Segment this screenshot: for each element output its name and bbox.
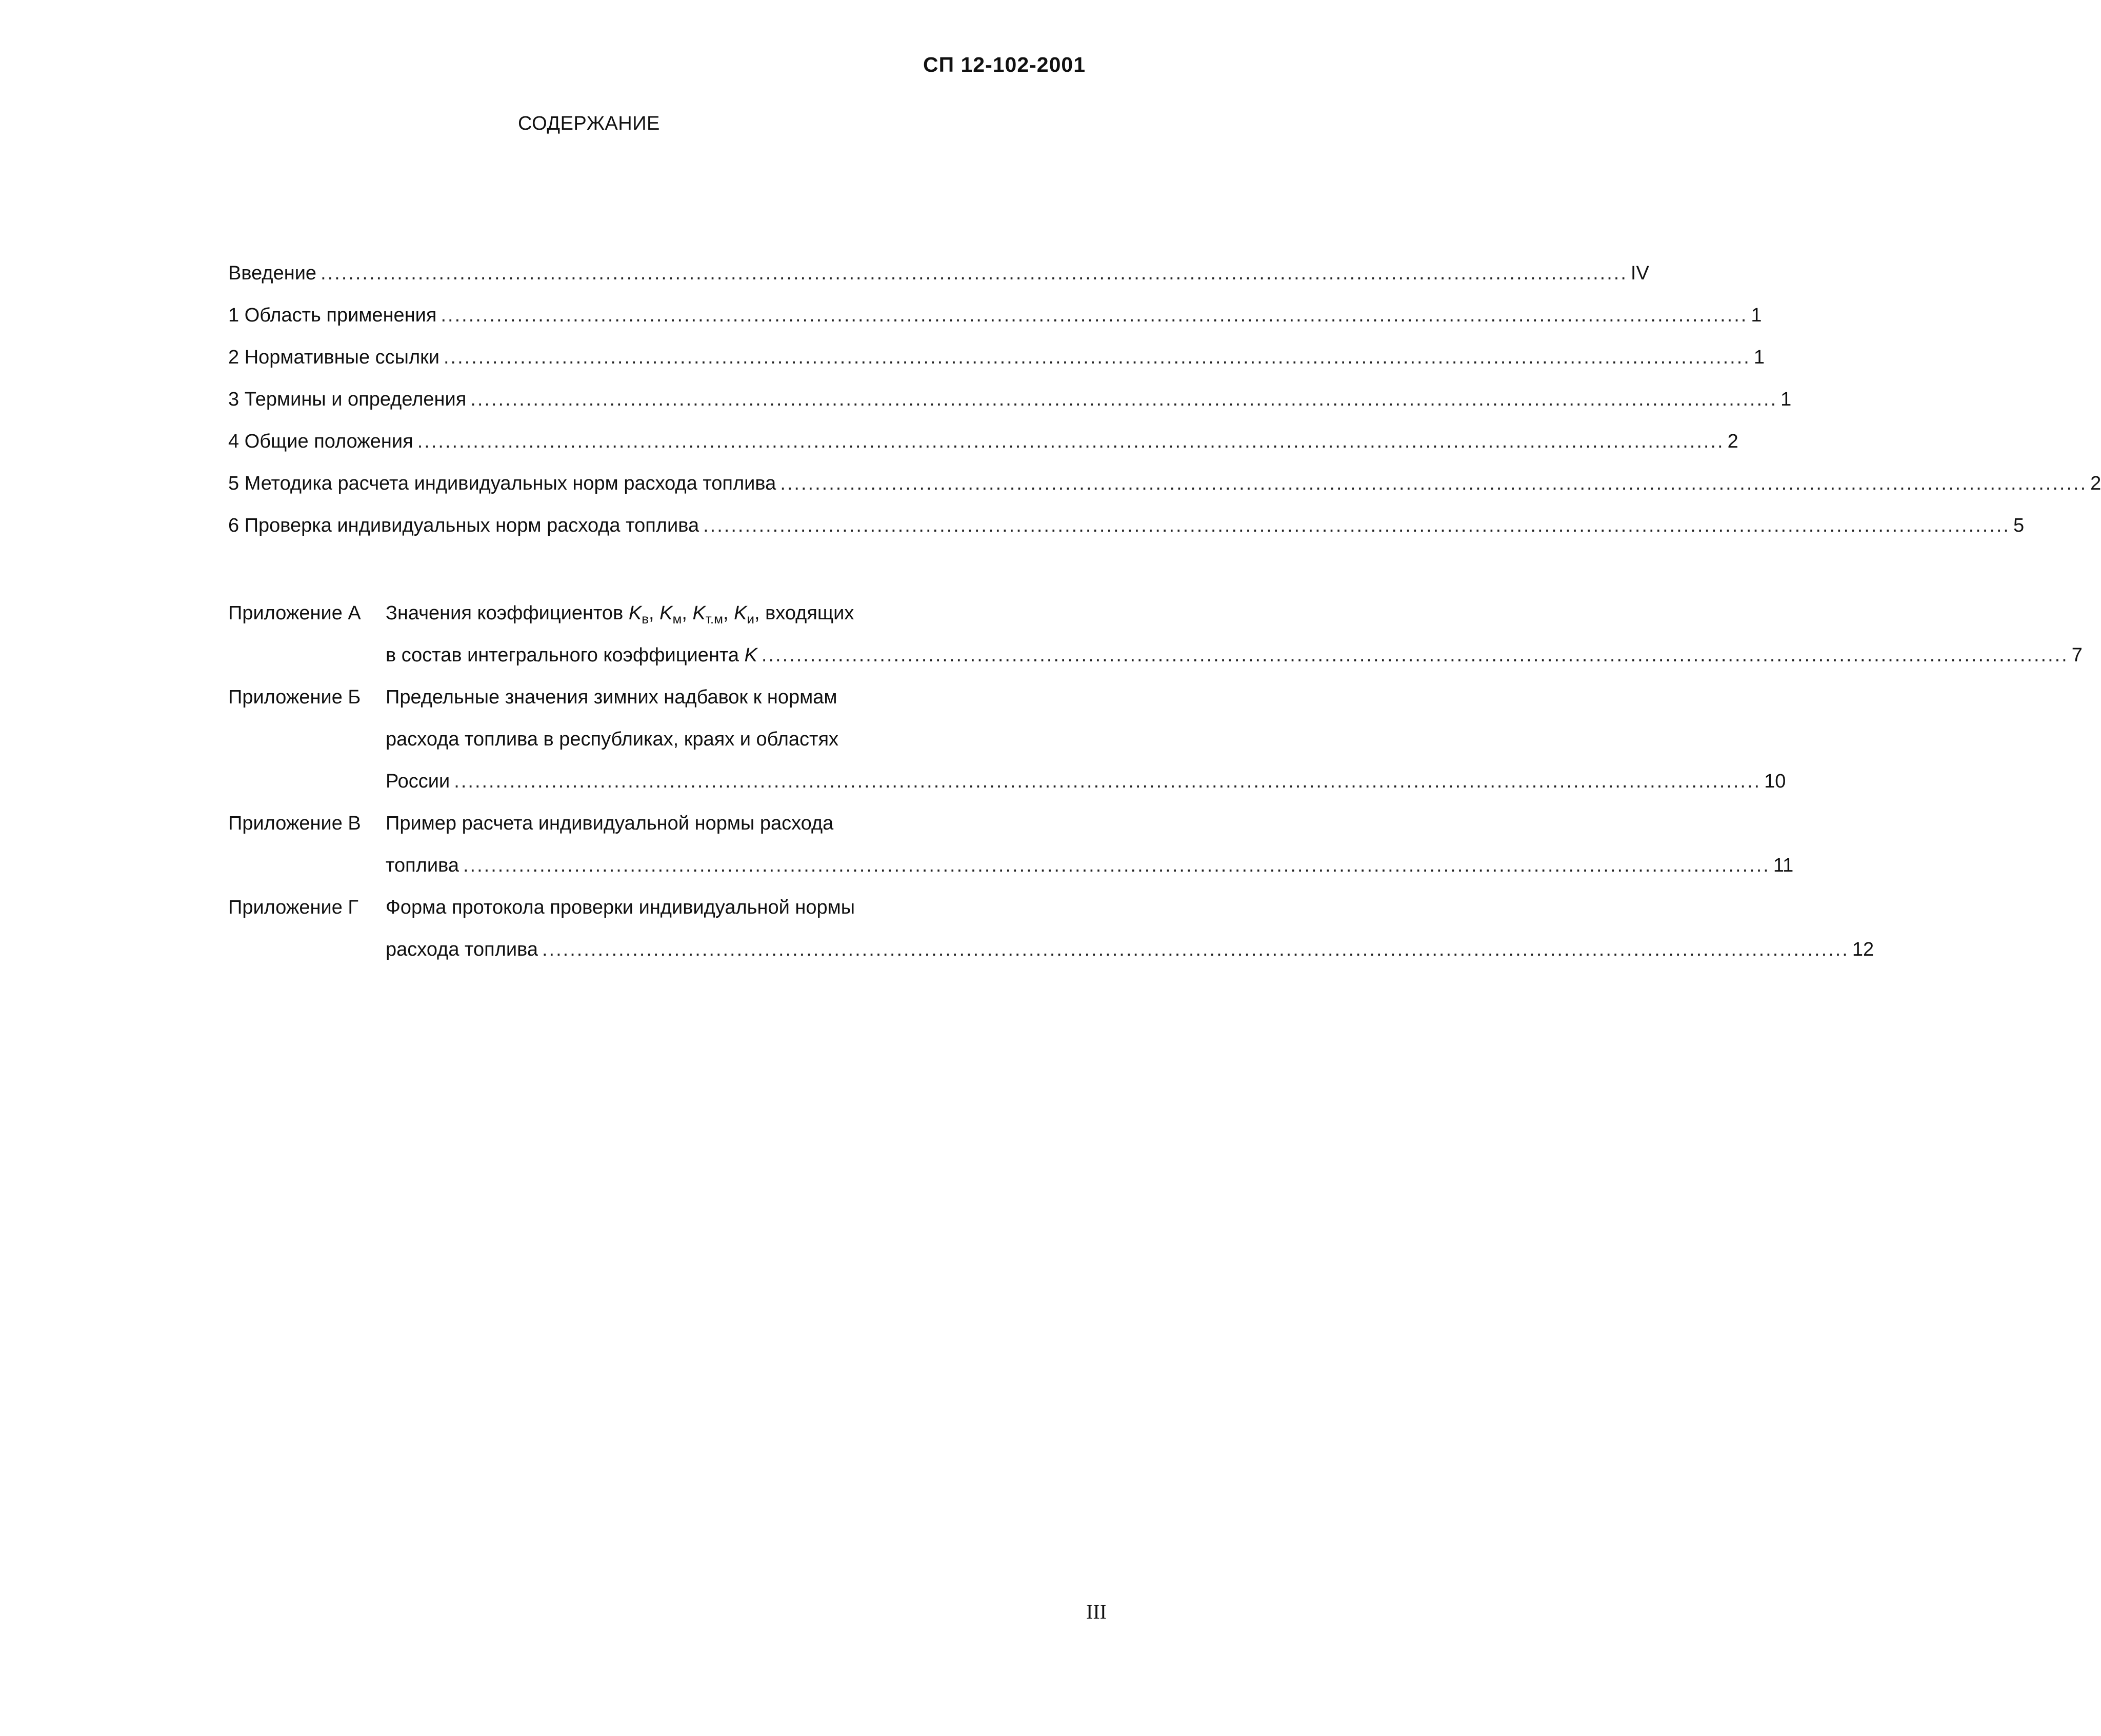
toc-entry-method[interactable] [228,473,2101,515]
toc-entry-terms[interactable] [228,389,1792,431]
dot-leader: ............................................................................................................................................................................................ [463,855,1770,876]
coefficient-k-tm: $K_{т.м}$ [692,602,723,627]
appendix-title-text: в состав интегрального коэффициента K [386,644,757,666]
dot-leader: ............................................................................................................................................................................................ [443,347,1751,368]
appendix-title-line: расхода топлива в республиках, краях и областях [386,729,839,750]
appendix-name: Приложение В [228,813,361,834]
toc-entry-page: IV [1630,263,1649,284]
dot-leader: ............................................................................................................................................................................................ [780,473,2088,494]
toc-entry-scope[interactable] [228,305,1762,347]
page-title: СОДЕРЖАНИЕ [518,113,660,134]
appendix-title-line: Форма протокола проверки индивидуальной нормы [386,897,855,918]
toc-entry-label: 1 Область применения [228,305,437,326]
toc-entry-page: 2 [1727,431,1738,452]
dot-leader: ............................................................................................................................................................................................ [321,263,1628,284]
dot-leader: ............................................................................................................................................................................................ [761,644,2069,666]
appendix-page: 7 [2071,644,2083,666]
appendix-title-line [386,939,1874,981]
appendix-title-line [386,644,2083,687]
toc-entry-page: 5 [2013,515,2025,536]
toc-entry-verification[interactable] [228,515,2025,557]
appendix-title [386,897,1874,981]
appendix-page: 11 [1773,855,1794,876]
toc-entry-label: 3 Термины и определения [228,389,467,410]
toc-entry-page: 1 [1753,347,1765,368]
appendix-title-line: Значения коэффициентов $K_в$, $K_м$, $K_{т.м}$, $K_и$, входящих [386,602,854,627]
dot-leader: ............................................................................................................................................................................................ [417,431,1725,452]
appendix-title-line: Пример расчета индивидуальной нормы расхода [386,813,834,834]
appendix-title [386,687,1786,813]
coefficient-k-i: $K_и$ [734,602,754,627]
appendix-name: Приложение А [228,602,361,624]
appendix-title-text: входящих [765,602,854,624]
toc-entry-page: 2 [2090,473,2101,494]
coefficient-k-m: $K_м$ [659,602,682,627]
appendix-title [386,602,2083,687]
page-number: III [1086,1600,1107,1623]
dot-leader: ............................................................................................................................................................................................ [441,305,1748,326]
appendix-title-line: Предельные значения зимних надбавок к нормам [386,687,837,708]
appendix-page: 12 [1852,939,1874,960]
toc-entry-label: 4 Общие положения [228,431,413,452]
appendix-name: Приложение Г [228,897,359,918]
appendix-title-text: России [386,771,450,792]
appendix-title-text: Значения коэффициентов [386,602,624,624]
toc-entry-page: 1 [1780,389,1792,410]
dot-leader: ............................................................................................................................................................................................ [454,771,1762,792]
appendix-name: Приложение Б [228,687,361,708]
toc-entry-introduction[interactable] [228,263,1649,305]
appendix-page: 10 [1764,771,1786,792]
appendix-title-text: расхода топлива [386,939,538,960]
dot-leader: ............................................................................................................................................................................................ [542,939,1849,960]
toc-entry-label: 2 Нормативные ссылки [228,347,439,368]
toc-entry-label: 5 Методика расчета индивидуальных норм расхода топлива [228,473,776,494]
appendix-title-line [386,855,1794,897]
table-of-contents [228,263,2101,557]
coefficient-k-v: $K_в$ [628,602,649,627]
toc-entry-label: Введение [228,263,317,284]
dot-leader: ............................................................................................................................................................................................ [470,389,1778,410]
toc-entry-label: 6 Проверка индивидуальных норм расхода топлива [228,515,699,536]
toc-entry-page: 1 [1751,305,1762,326]
dot-leader: ............................................................................................................................................................................................ [703,515,2010,536]
appendix-title-text: топлива [386,855,459,876]
document-code: СП 12-102-2001 [923,53,1086,76]
coefficient-k: K [744,644,757,666]
toc-entry-general[interactable] [228,431,1738,473]
toc-entry-references[interactable] [228,347,1765,389]
appendix-title-line [386,771,1786,813]
appendix-title [386,813,1794,897]
